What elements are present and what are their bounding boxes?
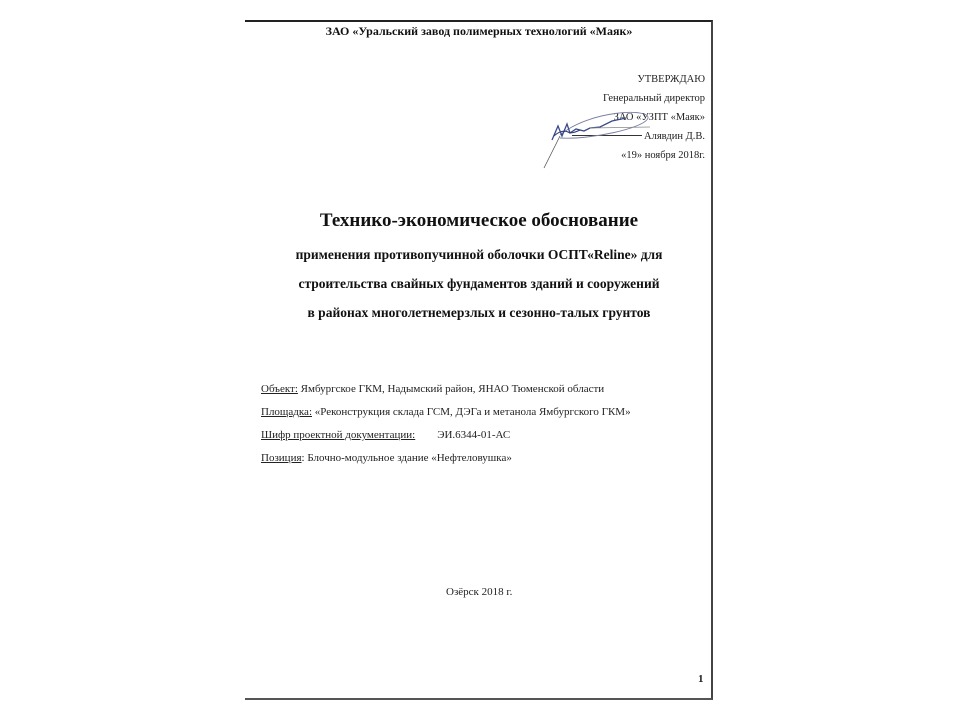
detail-site — [261, 401, 631, 424]
detail-label: Позиция — [261, 452, 302, 464]
detail-code — [261, 424, 631, 447]
place-date: Озёрск 2018 г. — [446, 586, 513, 598]
document-title: Технико-экономическое обоснование — [319, 210, 639, 231]
detail-label: Объект: — [261, 383, 298, 395]
detail-value: ЭИ.6344-01-АС — [437, 429, 511, 441]
details-block — [261, 378, 631, 470]
title-line-3: в районах многолетнемерзлых и сезонно-талых грунтов — [307, 305, 651, 320]
company-header: ЗАО «Уральский завод полимерных технологий «Маяк» — [325, 24, 633, 38]
title-block — [245, 210, 713, 327]
detail-value: Ямбургское ГКМ, Надымский район, ЯНАО Тюменской области — [297, 383, 605, 395]
detail-label: Площадка: — [261, 406, 312, 418]
approver-organization: ЗАО «УЗПТ «Маяк» — [613, 112, 705, 123]
detail-value: : Блочно-модульное здание «Нефтеловушка» — [301, 452, 512, 464]
detail-label: Шифр проектной документации: — [261, 429, 416, 441]
page-number: 1 — [698, 673, 704, 685]
signatory-name: Алявдин Д.В. — [644, 131, 705, 142]
detail-position — [261, 447, 631, 470]
title-line-1: применения противопучинной оболочки ОСПТ«Reline» для — [295, 247, 663, 262]
approve-word: УТВЕРЖДАЮ — [637, 74, 705, 85]
title-line-2: строительства свайных фундаментов зданий и сооружений — [298, 276, 660, 291]
detail-value: «Реконструкция склада ГСМ, ДЭГа и метанола Ямбургского ГКМ» — [312, 406, 631, 418]
approver-position: Генеральный директор — [603, 93, 705, 104]
handwritten-signature-icon — [530, 100, 670, 170]
approval-date: «19» ноября 2018г. — [621, 150, 705, 161]
detail-object — [261, 378, 631, 401]
